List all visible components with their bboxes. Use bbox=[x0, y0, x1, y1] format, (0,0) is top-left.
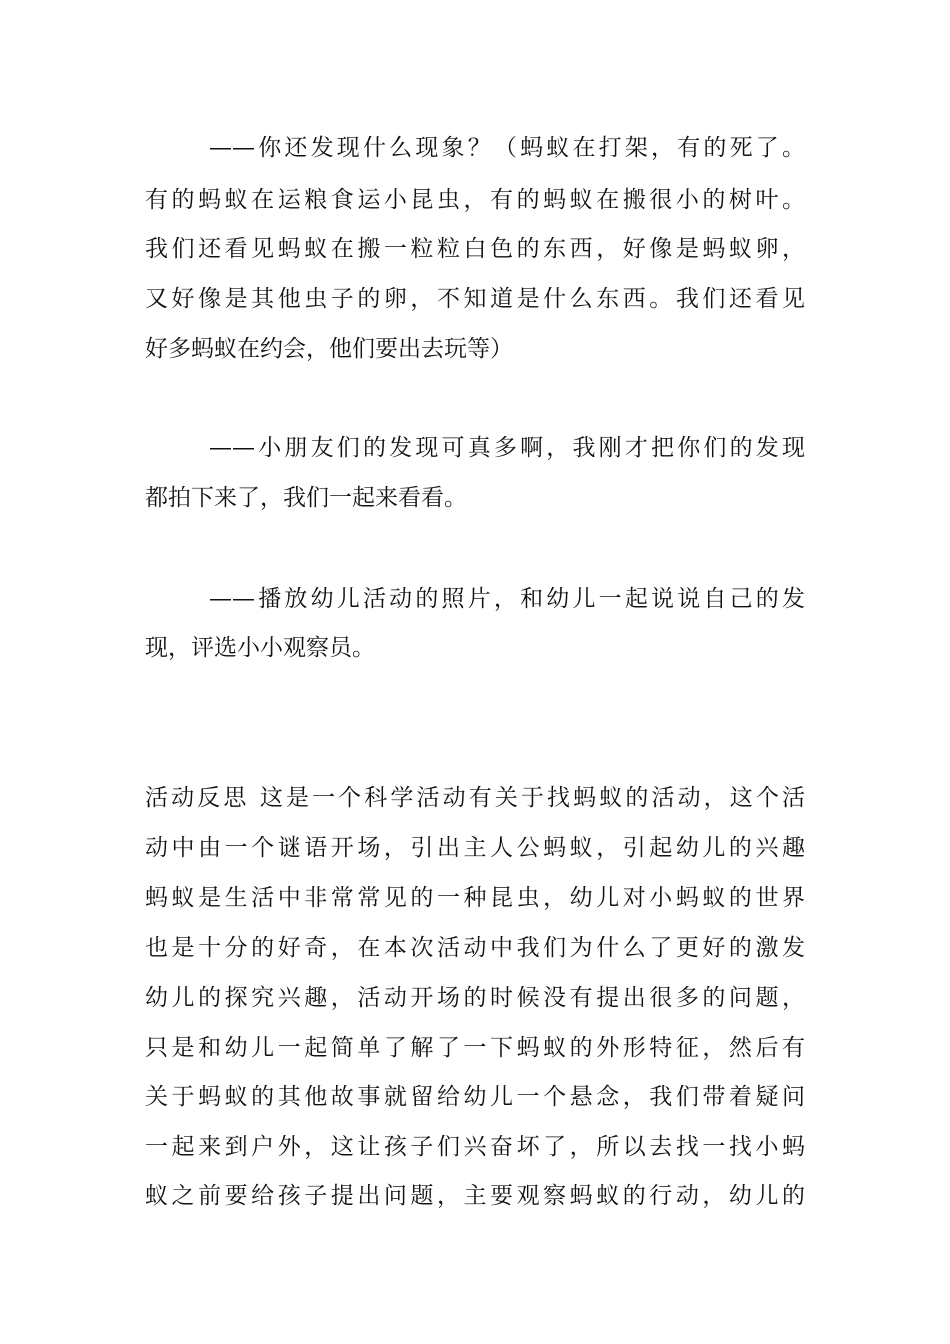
paragraph-1-line-1: ——你还发现什么现象？（蚂蚁在打架，有的死了。 bbox=[209, 135, 805, 161]
paragraph-3-line-1: ——播放幼儿活动的照片，和幼儿一起说说自己的发 bbox=[209, 586, 805, 612]
reflection-line-9: 蚁之前要给孩子提出问题，主要观察蚂蚁的行动，幼儿的 bbox=[145, 1183, 805, 1209]
paragraph-2-line-1: ——小朋友们的发现可真多啊，我刚才把你们的发现 bbox=[209, 435, 805, 461]
paragraph-3-line-2: 现，评选小小观察员。 bbox=[145, 635, 375, 661]
paragraph-1-line-5: 好多蚂蚁在约会，他们要出去玩等） bbox=[145, 336, 513, 362]
paragraph-1-line-3: 我们还看见蚂蚁在搬一粒粒白色的东西，好像是蚂蚁卵， bbox=[145, 236, 805, 262]
reflection-line-3: 蚂蚁是生活中非常常见的一种昆虫，幼儿对小蚂蚁的世界 bbox=[145, 885, 805, 911]
reflection-line-2: 动中由一个谜语开场，引出主人公蚂蚁，引起幼儿的兴趣 bbox=[145, 835, 805, 861]
paragraph-1-line-2: 有的蚂蚁在运粮食运小昆虫，有的蚂蚁在搬很小的树叶。 bbox=[145, 187, 805, 213]
paragraph-1-line-4: 又好像是其他虫子的卵，不知道是什么东西。我们还看见 bbox=[145, 286, 805, 312]
reflection-line-7: 关于蚂蚁的其他故事就留给幼儿一个悬念，我们带着疑问 bbox=[145, 1084, 805, 1110]
paragraph-2-line-2: 都拍下来了，我们一起来看看。 bbox=[145, 485, 467, 511]
reflection-line-1: 活动反思 这是一个科学活动有关于找蚂蚁的活动，这个活 bbox=[145, 785, 805, 811]
reflection-line-6: 只是和幼儿一起简单了解了一下蚂蚁的外形特征，然后有 bbox=[145, 1035, 805, 1061]
reflection-line-8: 一起来到户外，这让孩子们兴奋坏了，所以去找一找小蚂 bbox=[145, 1134, 805, 1160]
reflection-line-5: 幼儿的探究兴趣，活动开场的时候没有提出很多的问题， bbox=[145, 985, 805, 1011]
reflection-line-4: 也是十分的好奇，在本次活动中我们为什么了更好的激发 bbox=[145, 935, 805, 961]
